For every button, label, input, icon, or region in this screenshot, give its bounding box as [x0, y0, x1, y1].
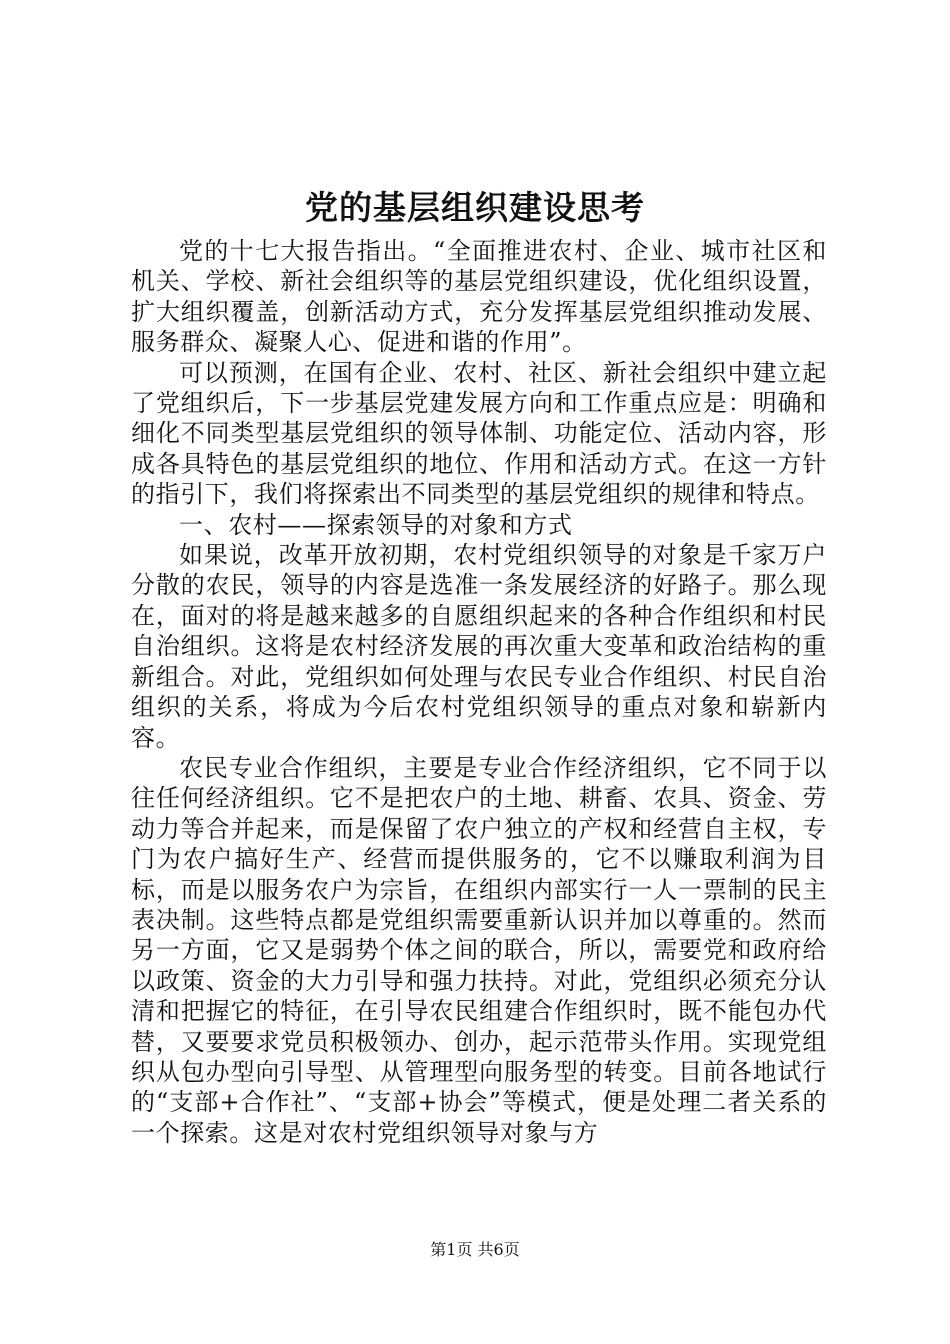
paragraph-1: 党的十七大报告指出。“全面推进农村、企业、城市社区和机关、学校、新社会组织等的基层党组织建设，优化组织设置，扩大组织覆盖，创新活动方式，充分发挥基层党组织推动发展、服务群众、凝聚人心、促进和谐的作用”。: [131, 237, 827, 357]
paragraph-4: 农民专业合作组织，主要是专业合作经济组织，它不同于以往任何经济组织。它不是把农户的土地、耕畜、农具、资金、劳动力等合并起来，而是保留了农户独立的产权和经营自主权，专门为农户搞好生产、经营而提供服务的，它不以赚取利润为目标，而是以服务农户为宗旨，在组织内部实行一人一票制的民主表决制。这些特点都是党组织需要重新认识并加以尊重的。然而另一方面，它又是弱势个体之间的联合，所以，需要党和政府给以政策、资金的大力引导和强力扶持。对此，党组织必须充分认清和把握它的特征，在引导农民组建合作组织时，既不能包办代替，又要要求党员积极领办、创办，起示范带头作用。实现党组织从包办型向引导型、从管理型向服务型的转变。目前各地试行的“支部+合作社”、“支部+协会”等模式，便是处理二者关系的一个探索。这是对农村党组织领导对象与方: [131, 753, 827, 1147]
document-body: [131, 236, 827, 1148]
paragraph-3: 如果说，改革开放初期，农村党组织领导的对象是千家万户分散的农民，领导的内容是选准一条发展经济的好路子。那么现在，面对的将是越来越多的自愿组织起来的各种合作组织和村民自治组织。这将是农村经济发展的再次重大变革和政治结构的重新组合。对此，党组织如何处理与农民专业合作组织、村民自治组织的关系，将成为今后农村党组织领导的重点对象和崭新内容。: [131, 541, 827, 752]
page-footer: 第1页 共6页: [430, 1240, 520, 1259]
section-heading: 一、农村——探索领导的对象和方式: [179, 510, 573, 539]
paragraph-2: 可以预测，在国有企业、农村、社区、新社会组织中建立起了党组织后，下一步基层党建发展方向和工作重点应是：明确和细化不同类型基层党组织的领导体制、功能定位、活动内容，形成各具特色的基层党组织的地位、作用和活动方式。在这一方针的指引下，我们将探索出不同类型的基层党组织的规律和特点。: [131, 358, 827, 509]
document-title: 党的基层组织建设思考: [305, 188, 645, 227]
